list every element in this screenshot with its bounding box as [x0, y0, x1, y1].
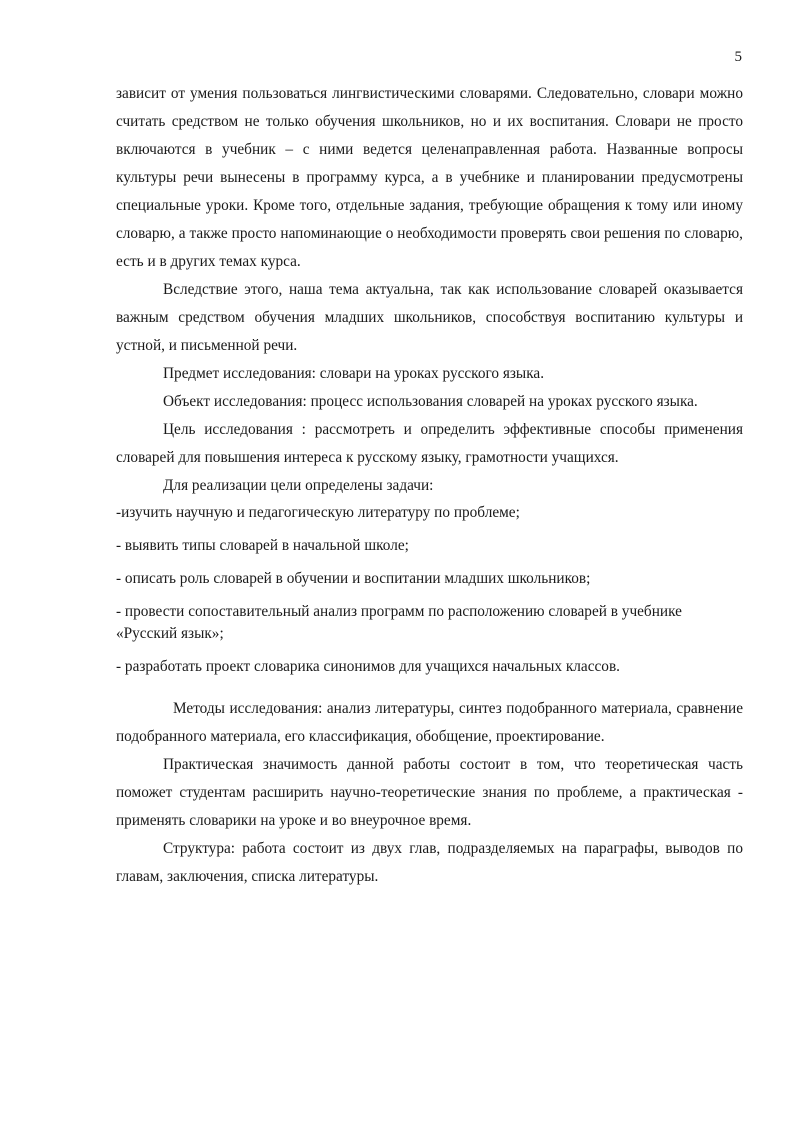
task-item: - провести сопоставительный анализ программ по расположению словарей в учебнике «Русский язык»;	[116, 603, 682, 642]
work-structure: Структура: работа состоит из двух глав, подразделяемых на параграфы, выводов по главам, заключения, списка литературы.	[116, 840, 743, 885]
page-number: 5	[734, 49, 742, 65]
research-subject: Предмет исследования: словари на уроках русского языка.	[163, 365, 545, 382]
paragraph-relevance: Вследствие этого, наша тема актуальна, так как использование словарей оказывается важным средством обучения младших школьников, способствуя воспитанию культуры и устной, и письменной речи.	[116, 281, 743, 354]
tasks-list	[116, 502, 743, 678]
tasks-intro: Для реализации цели определены задачи:	[163, 477, 434, 494]
document-body	[116, 80, 743, 891]
paragraph-continuation: зависит от умения пользоваться лингвистическими словарями. Следовательно, словари можно считать средством не только обучения школьников, но и их воспитания. Словари не просто включаются в учебник – с ними ведется целенаправленная работа. Названные вопросы культуры речи вынесены в программу курса, а в учебнике и планировании предусмотрены специальные уроки. Кроме того, отдельные задания, требующие обращения к тому или иному словарю, а также просто напоминающие о необходимости проверять свои решения по словарю, есть и в других темах курса.	[116, 85, 743, 270]
research-object: Объект исследования: процесс использования словарей на уроках русского языка.	[163, 393, 698, 410]
task-item: - выявить типы словарей в начальной школе;	[116, 537, 409, 554]
research-methods: Методы исследования: анализ литературы, синтез подобранного материала, сравнение подобранного материала, его классификация, обобщение, проектирование.	[116, 700, 743, 745]
task-item: - разработать проект словарика синонимов для учащихся начальных классов.	[116, 658, 620, 675]
task-item: -изучить научную и педагогическую литературу по проблеме;	[116, 504, 520, 521]
practical-significance: Практическая значимость данной работы состоит в том, что теоретическая часть поможет студентам расширить научно-теоретические знания по проблеме, а практическая - применять словарики на уроке и во внеурочное время.	[116, 756, 743, 829]
task-item: - описать роль словарей в обучении и воспитании младших школьников;	[116, 570, 591, 587]
research-goal: Цель исследования : рассмотреть и определить эффективные способы применения словарей для повышения интереса к русскому языку, грамотности учащихся.	[116, 421, 743, 466]
